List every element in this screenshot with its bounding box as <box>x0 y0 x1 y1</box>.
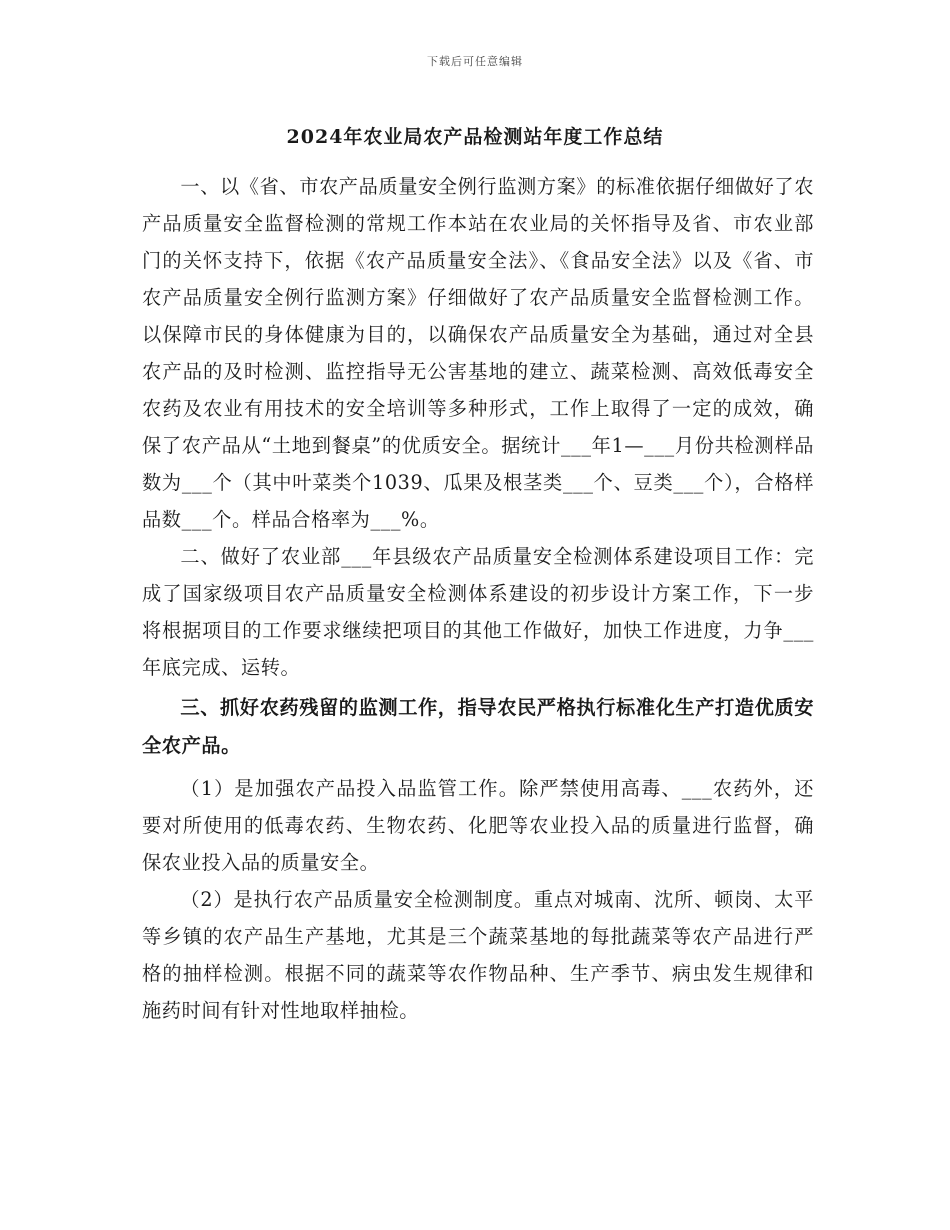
paragraph-section-1: 一、以《省、市农产品质量安全例行监测方案》的标准依据仔细做好了农产品质量安全监督检测的常规工作本站在农业局的关怀指导及省、市农业部门的关怀支持下，依据《农产品质量安全法》、《食品安全法》以及《省、市农产品质量安全例行监测方案》仔细做好了农产品质量安全监督检测工作。以保障市民的身体健康为目的，以确保农产品质量安全为基础，通过对全县农产品的及时检测、监控指导无公害基地的建立、蔬菜检测、高效低毒安全农药及农业有用技术的安全培训等多种形式，工作上取得了一定的成效，确保了农产品从“土地到餐桌”的优质安全。据统计___年1—___月份共检测样品数为___个（其中叶菜类个1039、瓜果及根茎类___个、豆类___个），合格样品数___个。样品合格率为___%。 <box>142 175 814 531</box>
paragraph-item-2: （2）是执行农产品质量安全检测制度。重点对城南、沈所、顿岗、太平等乡镇的农产品生产基地，尤其是三个蔬菜基地的每批蔬菜等农产品进行严格的抽样检测。根据不同的蔬菜等农作物品种、生产季节、病虫发生规律和施药时间有针对性地取样抽检。 <box>142 888 814 1022</box>
paragraph-item-1: （1）是加强农产品投入品监管工作。除严禁使用高毒、___农药外，还要对所使用的低毒农药、生物农药、化肥等农业投入品的质量进行监督，确保农业投入品的质量安全。 <box>142 777 814 874</box>
document-body <box>142 168 814 1029</box>
paragraph-section-2: 二、做好了农业部___年县级农产品质量安全检测体系建设项目工作：完成了国家级项目农产品质量安全检测体系建设的初步设计方案工作，下一步将根据项目的工作要求继续把项目的其他工作做好，加快工作进度，力争___年底完成、运转。 <box>142 545 814 679</box>
page-header-note: 下载后可任意编辑 <box>427 55 523 68</box>
heading-section-3: 三、抓好农药残留的监测工作，指导农民严格执行标准化生产打造优质安全农产品。 <box>142 696 814 757</box>
document-title: 2024年农业局农产品检测站年度工作总结 <box>286 126 664 148</box>
